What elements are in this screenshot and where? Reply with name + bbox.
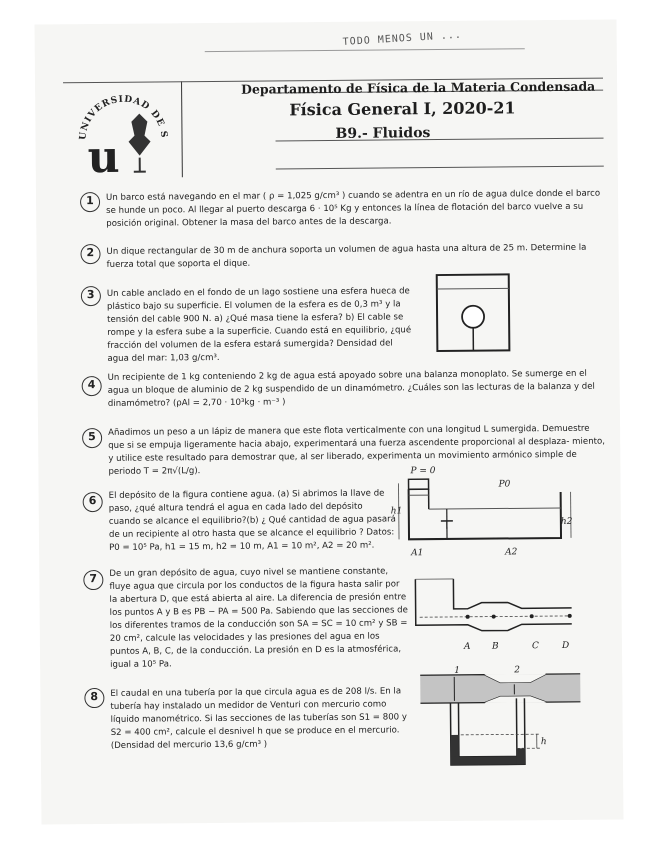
course-title: Física General I, 2020-21 <box>289 98 516 120</box>
university-seal-icon <box>73 81 174 182</box>
figure-3 <box>433 268 516 359</box>
problem-6-number: 6 <box>88 494 97 508</box>
fig6-a1: A1 <box>411 548 424 559</box>
fig6-p-left: P = 0 <box>410 466 436 477</box>
handwritten-note: TODO MENOS UN ... <box>342 29 463 48</box>
fig6-h1: h1 <box>390 506 403 517</box>
header-rule-mid <box>276 138 604 142</box>
sheet-title: B9.- Fluidos <box>335 125 431 142</box>
problem-5-number: 5 <box>88 430 96 444</box>
two-tank-diagram <box>390 462 581 560</box>
fig7-point-a: A <box>463 641 471 652</box>
problem-1-text: Un barco está navegando en el mar ( ρ = 1,025 g/cm³ ) cuando se adentra en un río de agua dulce donde el barco se hunde un poco. Al llegar al puerto descarga 6 · 10⁵ Kg y entonces la línea de flotación del barco vuelve a su posición original. Obtener la masa del barco antes de la descarga. <box>105 188 601 229</box>
fig6-a2: A2 <box>505 547 518 558</box>
exam-sheet <box>35 19 624 824</box>
fig8-point-1: 1 <box>454 665 460 676</box>
problem-3-text: Un cable anclado en el fondo de un lago sostiene una esfera hueca de plástico bajo su superficie. El volumen de la esfera es de 0,3 m³ y la tensión del cable 900 N. a) ¿Qué masa tiene la esfera? b) El cable se rompe y la esfera sube a la superficie. Cuando está en equilibrio, ¿qué fracción del volumen de la esfera estará sumergida? Densidad del agua del mar: 1,03 g/cm³. <box>106 286 412 364</box>
university-logo <box>73 81 174 182</box>
logo-text: UNIVERSIDAD DE SEVILLA <box>78 94 169 141</box>
header-divider <box>181 81 183 177</box>
figure-8 <box>420 662 581 775</box>
problem-7-text: De un gran depósito de agua, cuyo nivel se mantiene constante, fluye agua que circula por los conductos de la figura hasta salir por la abertura D, que está abierta al aire. La diferencia de presión entre los puntos A y B es PB − PA = 500 Pa. Sabiendo que las secciones de los diferentes tramos de la conducción son SA = SC = 10 cm² y SB = 20 cm², calcule las velocidades y las presiones del agua en los puntos A, B, C, de la conducción. La presión en D es la atmosférica, igual a 10⁵ Pa. <box>109 566 408 670</box>
problem-1-number: 1 <box>86 194 94 208</box>
venturi-meter-diagram <box>420 662 581 771</box>
figure-7 <box>411 576 578 657</box>
fig7-point-c: C <box>531 641 539 652</box>
problem-3-number: 3 <box>86 288 95 302</box>
fig7-point-d: D <box>561 640 570 651</box>
problem-7-number: 7 <box>89 572 98 586</box>
pipe-flow-diagram <box>411 576 578 653</box>
fig7-point-b: B <box>491 641 499 652</box>
sphere-in-lake-diagram <box>433 268 516 355</box>
problem-2-number: 2 <box>86 246 95 260</box>
problem-8-text: El caudal en una tubería por la que circula agua es de 208 l/s. En la tubería hay instalado un medidor de Venturi con mercurio como líquido manométrico. Si las secciones de las tuberías son S1 = 800 y S2 = 400 cm², calcule el desnivel h que se produce en el mercurio. (Densidad del mercurio 13,6 g/cm³ ) <box>110 686 407 751</box>
fig6-p-right: P0 <box>498 479 511 490</box>
fig8-point-2: 2 <box>514 665 520 676</box>
header-rule-bottom <box>276 166 604 170</box>
problem-4-text: Un recipiente de 1 kg conteniendo 2 kg de agua está apoyado sobre una balanza monoplato. Se sumerge en el agua un bloque de aluminio de 2 kg suspendido de un dinamómetro. ¿Cuáles son las lecturas de la balanza y del dinamómetro? (ρAl = 2,70 · 10³kg · m⁻³ ) <box>107 368 595 409</box>
problem-8-number: 8 <box>90 690 99 704</box>
problem-2-text: Un dique rectangular de 30 m de anchura soporta un volumen de agua hasta una altura de 25 m. Determine la fuerza total que soporta el dique. <box>106 242 587 270</box>
svg-text:u: u <box>87 131 120 183</box>
problem-6-text: El depósito de la figura contiene agua. (a) Si abrimos la llave de paso, ¿qué altura tendrá el agua en cada lado del depósito cuando se alcance el equilibrio?(b) ¿ Qué cantidad de agua pasará de un recipiente al otro hasta que se alcance el equilibrio ? Datos: P0 = 10⁵ Pa, h1 = 15 m, h2 = 10 m, A1 = 10 m², A2 = 20 m². <box>108 488 396 553</box>
problem-5-text: Añadimos un peso a un lápiz de manera que este flota verticalmente con una longitud L sumergida. Demuestre que si se empuja ligeramente hacia abajo, experimentará una fuerza ascendente proporcional al desplaza- miento, y utilice este resultado para demostrar que, al ser liberado, experimenta un movimiento armónico simple de periodo T = 2π√(L/g). <box>108 423 606 477</box>
problem-4-number: 4 <box>87 378 96 392</box>
fig8-h: h <box>540 737 547 748</box>
fig6-h2: h2 <box>560 516 573 527</box>
note-underline <box>205 48 525 52</box>
figure-6 <box>390 462 581 564</box>
department-title: Departamento de Física de la Materia Condensada <box>241 78 596 97</box>
